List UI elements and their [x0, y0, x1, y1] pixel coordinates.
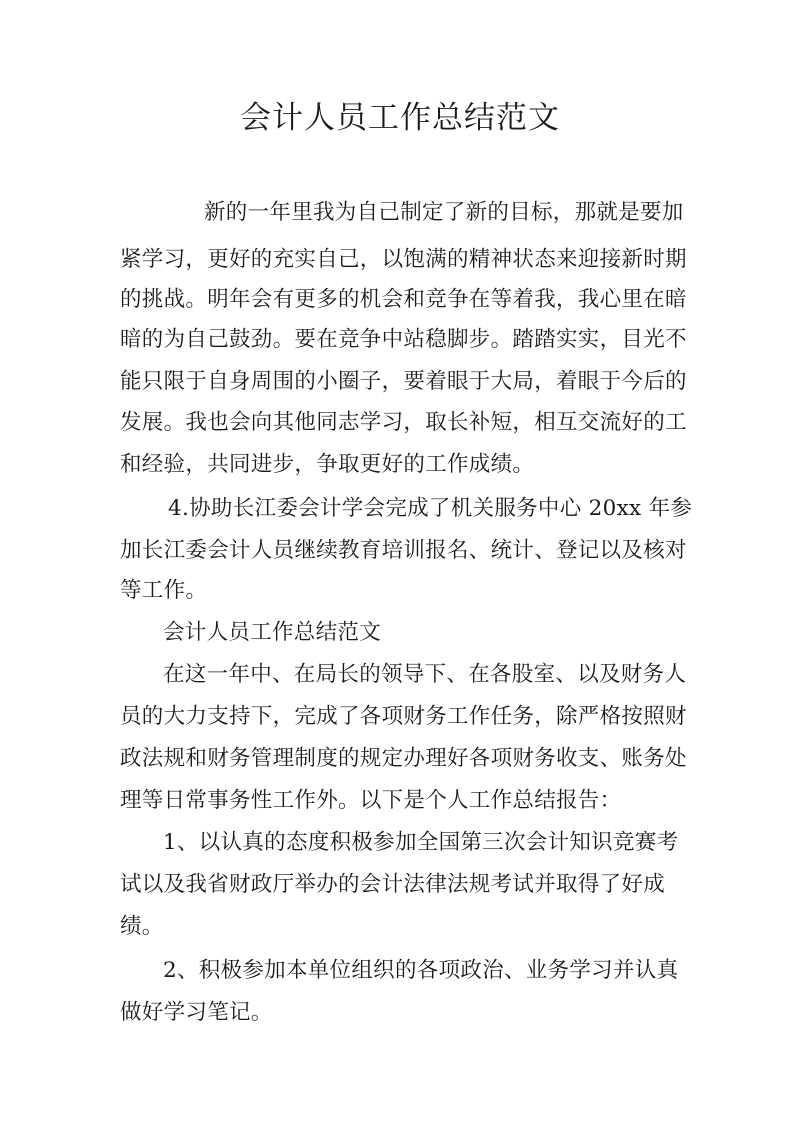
- paragraph-2-line-3: 等工作。: [120, 578, 208, 603]
- document-title: 会计人员工作总结范文: [240, 100, 560, 136]
- paragraph-3-line-2: 员的大力支持下，完成了各项财务工作任务，除严格按照财: [120, 704, 687, 729]
- paragraph-3-line-3: 政法规和财务管理制度的规定办理好各项财务收支、账务处: [120, 746, 687, 771]
- section-subheading: 会计人员工作总结范文: [163, 620, 382, 645]
- paragraph-4-line-1: 1、以认真的态度积极参加全国第三次会计知识竞赛考: [163, 830, 679, 855]
- paragraph-1-line-1: 新的一年里我为自己制定了新的目标，那就是要加: [204, 200, 684, 225]
- paragraph-3-line-1: 在这一年中、在局长的领导下、在各股室、以及财务人: [163, 662, 687, 687]
- paragraph-4-line-3: 绩。: [120, 914, 164, 939]
- paragraph-5-line-1: 2、积极参加本单位组织的各项政治、业务学习并认真: [163, 958, 679, 983]
- paragraph-1-line-5: 能只限于自身周围的小圈子，要着眼于大局，着眼于今后的: [120, 369, 687, 394]
- paragraph-2-line-2: 加长江委会计人员继续教育培训报名、统计、登记以及核对: [120, 538, 687, 563]
- paragraph-2-line-1: 4.协助长江委会计学会完成了机关服务中心 20xx 年参: [168, 496, 693, 521]
- paragraph-5-line-2: 做好学习笔记。: [120, 1000, 273, 1025]
- paragraph-3-line-4: 理等日常事务性工作外。以下是个人工作总结报告：: [120, 788, 622, 813]
- paragraph-4-line-2: 试以及我省财政厅举办的会计法律法规考试并取得了好成: [120, 872, 666, 897]
- paragraph-1-line-4: 暗的为自己鼓劲。要在竞争中站稳脚步。踏踏实实，目光不: [120, 327, 687, 352]
- paragraph-1-line-6: 发展。我也会向其他同志学习，取长补短，相互交流好的工: [120, 410, 687, 435]
- paragraph-1-line-3: 的挑战。明年会有更多的机会和竞争在等着我，我心里在暗: [120, 287, 687, 312]
- paragraph-1-line-7: 和经验，共同进步，争取更好的工作成绩。: [120, 452, 535, 477]
- paragraph-1-line-2: 紧学习，更好的充实自己，以饱满的精神状态来迎接新时期: [120, 247, 687, 272]
